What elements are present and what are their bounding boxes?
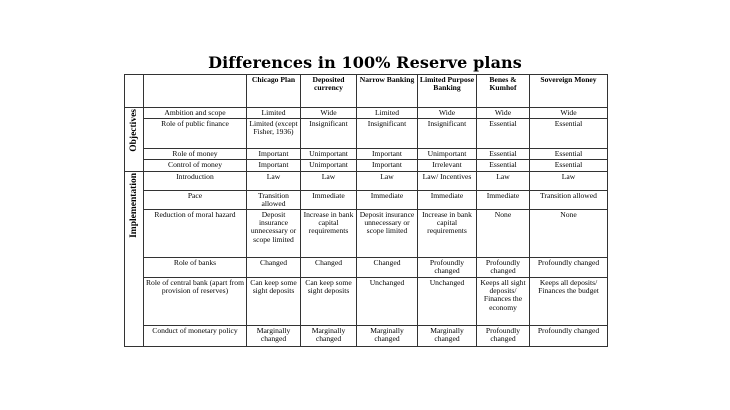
table-row	[125, 257, 608, 277]
table-row	[125, 119, 608, 149]
row-label: Pace	[144, 190, 247, 209]
table-cell: Changed	[301, 257, 357, 277]
table-row	[125, 108, 608, 119]
column-header: Chicago Plan	[247, 75, 301, 108]
table-cell: Important	[247, 160, 301, 171]
table-cell: Profoundly changed	[418, 257, 477, 277]
table-cell: Insignificant	[357, 119, 418, 149]
table-cell: Essential	[530, 160, 608, 171]
column-header: Benes & Kumhof	[477, 75, 530, 108]
row-label: Reduction of moral hazard	[144, 209, 247, 257]
table-cell: Profoundly changed	[530, 257, 608, 277]
table-cell: Law	[530, 171, 608, 190]
table-cell: Can keep some sight deposits	[301, 277, 357, 325]
table-cell: Limited	[357, 108, 418, 119]
corner-cell	[125, 75, 144, 108]
table-cell: Immediate	[357, 190, 418, 209]
table-cell: Marginally changed	[357, 325, 418, 346]
group-cell	[125, 108, 144, 172]
table-row	[125, 149, 608, 160]
table-cell: Transition allowed	[247, 190, 301, 209]
table-cell: Law/ Incentives	[418, 171, 477, 190]
table-cell: Essential	[477, 119, 530, 149]
row-label: Role of money	[144, 149, 247, 160]
table-cell: Keeps all deposits/ Finances the budget	[530, 277, 608, 325]
row-label: Introduction	[144, 171, 247, 190]
table-cell: Unimportant	[301, 160, 357, 171]
table-cell: None	[477, 209, 530, 257]
group-label: Implementation	[128, 172, 139, 238]
column-header: Limited Purpose Banking	[418, 75, 477, 108]
table-cell: Law	[301, 171, 357, 190]
table-cell: Important	[357, 149, 418, 160]
row-label: Role of public finance	[144, 119, 247, 149]
table-row	[125, 277, 608, 325]
table-cell: Essential	[530, 149, 608, 160]
row-label: Ambition and scope	[144, 108, 247, 119]
reserve-plans-table	[124, 74, 608, 347]
column-header: Narrow Banking	[357, 75, 418, 108]
group-cell	[125, 171, 144, 346]
table-cell: Unchanged	[418, 277, 477, 325]
table-cell: Deposit insurance unnecessary or scope limited	[247, 209, 301, 257]
table-cell: Profoundly changed	[530, 325, 608, 346]
table-row	[125, 171, 608, 190]
slide-title: Differences in 100% Reserve plans	[208, 53, 522, 72]
table-cell: Marginally changed	[247, 325, 301, 346]
table-cell: Deposit insurance unnecessary or scope limited	[357, 209, 418, 257]
column-header: Deposited currency	[301, 75, 357, 108]
table-cell: Limited	[247, 108, 301, 119]
table-cell: Transition allowed	[530, 190, 608, 209]
table-row	[125, 209, 608, 257]
table-cell: Immediate	[418, 190, 477, 209]
table-cell: Unimportant	[301, 149, 357, 160]
table-cell: Profoundly changed	[477, 257, 530, 277]
table-cell: Marginally changed	[301, 325, 357, 346]
table-cell: Keeps all sight deposits/ Finances the economy	[477, 277, 530, 325]
table-cell: Immediate	[477, 190, 530, 209]
table-cell: Essential	[477, 149, 530, 160]
table-cell: Irrelevant	[418, 160, 477, 171]
table-row	[125, 160, 608, 171]
table-cell: Essential	[477, 160, 530, 171]
table-cell: Essential	[530, 119, 608, 149]
table-cell: Wide	[418, 108, 477, 119]
table-cell: Increase in bank capital requirements	[418, 209, 477, 257]
table-cell: Marginally changed	[418, 325, 477, 346]
table-cell: Increase in bank capital requirements	[301, 209, 357, 257]
column-header: Sovereign Money	[530, 75, 608, 108]
table-cell: Unchanged	[357, 277, 418, 325]
table-cell: Wide	[530, 108, 608, 119]
row-label-header	[144, 75, 247, 108]
table-row	[125, 190, 608, 209]
table-cell: Law	[247, 171, 301, 190]
table-cell: Important	[357, 160, 418, 171]
table-cell: Can keep some sight deposits	[247, 277, 301, 325]
table-cell: Changed	[247, 257, 301, 277]
table-cell: Unimportant	[418, 149, 477, 160]
table-cell: Wide	[301, 108, 357, 119]
table-cell: Immediate	[301, 190, 357, 209]
table-cell: Wide	[477, 108, 530, 119]
table-cell: Insignificant	[418, 119, 477, 149]
row-label: Control of money	[144, 160, 247, 171]
table-row	[125, 325, 608, 346]
table-cell: Profoundly changed	[477, 325, 530, 346]
table-cell: Insignificant	[301, 119, 357, 149]
table-cell: Important	[247, 149, 301, 160]
row-label: Conduct of monetary policy	[144, 325, 247, 346]
group-label: Objectives	[128, 109, 139, 152]
table-cell: None	[530, 209, 608, 257]
row-label: Role of banks	[144, 257, 247, 277]
table-cell: Law	[477, 171, 530, 190]
table-cell: Changed	[357, 257, 418, 277]
table-cell: Law	[357, 171, 418, 190]
row-label: Role of central bank (apart from provision of reserves)	[144, 277, 247, 325]
table-cell: Limited (except Fisher, 1936)	[247, 119, 301, 149]
header-row	[125, 75, 608, 108]
